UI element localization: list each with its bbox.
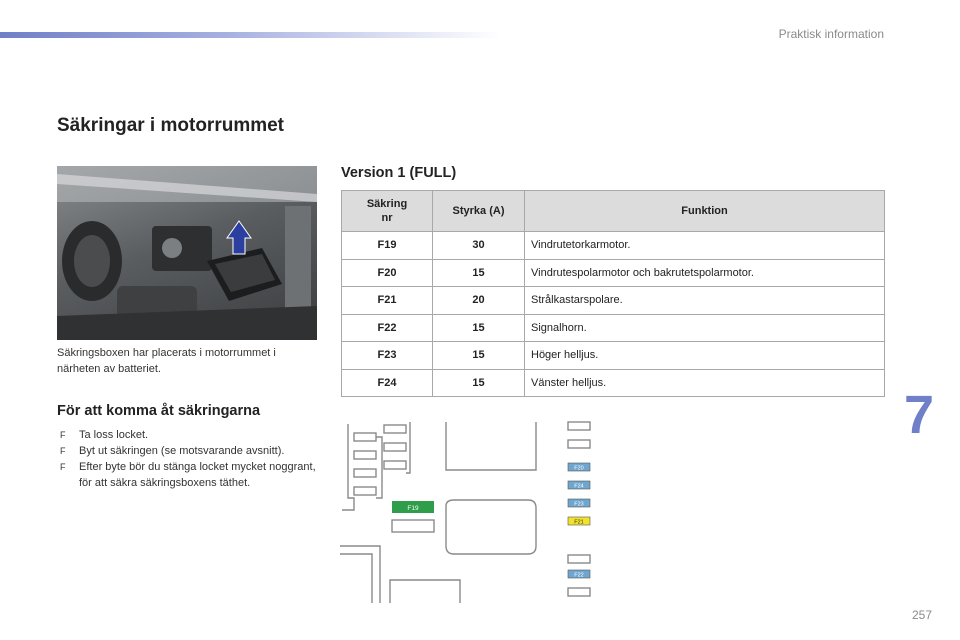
fuse-number: F20 (342, 259, 433, 287)
fuse-function: Vindrutespolarmotor och bakrutetspolarmotor. (525, 259, 885, 287)
fuse-function: Strålkastarspolare. (525, 287, 885, 315)
fuse-label-f22: F22 (574, 572, 584, 579)
table-header-row (342, 191, 885, 232)
header-accent-bar (0, 32, 500, 38)
list-item (57, 459, 327, 491)
table-row (342, 259, 885, 287)
diagram-label-green: F19 (407, 505, 419, 512)
step-text: Byt ut säkringen (se motsvarande avsnitt). (79, 445, 285, 457)
fuse-column (568, 463, 590, 579)
header-rating: Styrka (A) (433, 191, 525, 232)
list-item (57, 443, 327, 459)
fuse-label-f20: F20 (574, 465, 584, 472)
step-text: Efter byte bör du stänga locket mycket noggrant, för att säkra säkringsboxens täthet. (79, 461, 316, 489)
access-steps (57, 427, 327, 491)
fuse-rating: 15 (433, 369, 525, 397)
access-title: För att komma åt säkringarna (57, 403, 261, 419)
fuse-number: F19 (342, 232, 433, 260)
table-row (342, 314, 885, 342)
table-row (342, 369, 885, 397)
fuse-number: F24 (342, 369, 433, 397)
fuse-label-f23: F23 (574, 501, 584, 508)
fuse-box-diagram (340, 418, 610, 608)
list-item (57, 427, 327, 443)
engine-bay-photo (57, 166, 317, 340)
fuse-box-layout (340, 418, 610, 603)
bullet-glyph: F (60, 446, 66, 456)
fuse-rating: 15 (433, 259, 525, 287)
chapter-number: 7 (904, 385, 935, 445)
table-row (342, 287, 885, 315)
fuse-number: F21 (342, 287, 433, 315)
header-function: Funktion (525, 191, 885, 232)
header-fuse-number: Säkring nr (342, 191, 433, 232)
bullet-glyph: F (60, 462, 66, 472)
fuse-label-f24: F24 (574, 483, 584, 490)
version-title: Version 1 (FULL) (341, 165, 457, 181)
fuse-number: F22 (342, 314, 433, 342)
bullet-glyph: F (60, 430, 66, 440)
fuse-function: Vänster helljus. (525, 369, 885, 397)
page-number: 257 (912, 608, 933, 622)
fuse-function: Höger helljus. (525, 342, 885, 370)
fuse-rating: 15 (433, 342, 525, 370)
step-text: Ta loss locket. (79, 429, 149, 441)
photo-caption: Säkringsboxen har placerats i motorrummet i närheten av batteriet. (57, 347, 276, 375)
fuse-table (341, 190, 885, 397)
fuse-rating: 20 (433, 287, 525, 315)
section-name: Praktisk information (778, 27, 884, 41)
fuse-rating: 30 (433, 232, 525, 260)
fuse-label-f21: F21 (574, 519, 584, 526)
page-title: Säkringar i motorrummet (57, 115, 284, 136)
table-row (342, 232, 885, 260)
fuse-function: Signalhorn. (525, 314, 885, 342)
fuse-rating: 15 (433, 314, 525, 342)
fuse-function: Vindrutetorkarmotor. (525, 232, 885, 260)
table-row (342, 342, 885, 370)
fuse-number: F23 (342, 342, 433, 370)
engine-bay-illustration (57, 166, 317, 340)
